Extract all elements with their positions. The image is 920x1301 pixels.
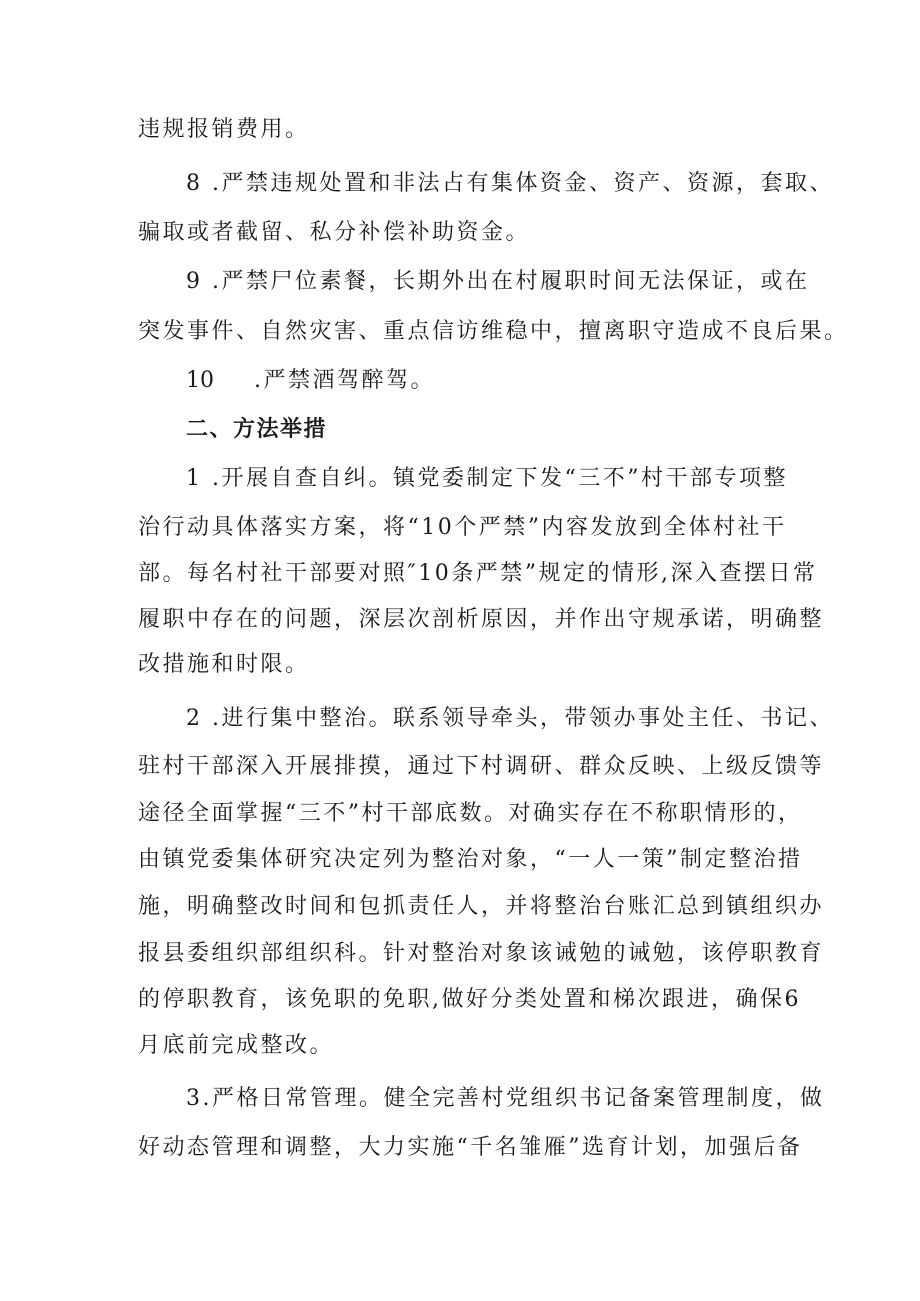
measure-3-line-2: 好动态管理和调整，大力实施“千名雏雁”选育计划，加强后备 — [138, 1135, 803, 1160]
item-8-line-1: 8 .严禁违规处置和非法占有集体资金、资产、资源，套取、 — [186, 171, 834, 196]
item-9-line-2: 突发事件、自然灾害、重点信访维稳中，擅离职守造成不良后果。 — [138, 319, 849, 344]
measure-2-line-3: 途径全面掌握“三不”村干部底数。对确实存在不称职情形的， — [138, 801, 803, 826]
measure-2-line-5: 施，明确整改时间和包抓责任人，并将整治台账汇总到镇组织办 — [138, 894, 825, 919]
measure-1-line-4: 履职中存在的问题，深层次剖析原因，并作出守规承诺，明确整 — [138, 607, 825, 632]
measure-1-line-5: 改措施和时限。 — [138, 652, 310, 677]
item-8-line-2: 骗取或者截留、私分补偿补助资金。 — [138, 220, 531, 245]
paragraph-line: 违规报销费用。 — [138, 117, 310, 142]
item-10-text: .严禁酒驾醉驾。 — [254, 368, 435, 393]
item-9-line-1: 9 .严禁尸位素餐，长期外出在村履职时间无法保证，或在 — [186, 269, 810, 294]
measure-2-line-2: 驻村干部深入开展排摸，通过下村调研、群众反映、上级反馈等 — [138, 754, 825, 779]
item-10 — [186, 366, 798, 396]
measure-3-line-1: 3.严格日常管理。健全完善村党组织书记备案管理制度，做 — [186, 1086, 825, 1111]
measure-2-line-6: 报县委组织部组织科。针对整治对象该诫勉的诫勉，该停职教育 — [138, 941, 825, 966]
measure-1-line-1: 1 .开展自查自纠。镇党委制定下发“三不”村干部专项整 — [186, 466, 788, 491]
measure-1-line-2: 治行动具体落实方案，将“10个严禁”内容发放到全体村社干 — [138, 515, 787, 540]
measure-2-line-1: 2 .进行集中整治。联系领导牵头，带领办事处主任、书记、 — [186, 706, 834, 731]
measure-1-line-3: 部。每名村社干部要对照″10条严禁”规定的情形,深入查摆日常 — [138, 561, 818, 586]
measure-2-line-4: 由镇党委集体研究决定列为整治对象，“一人一策”制定整治措 — [138, 847, 803, 872]
section-heading: 二、方法举措 — [186, 417, 328, 442]
measure-2-line-7: 的停职教育，该免职的免职,做好分类处置和梯次跟进，确保6 — [138, 987, 801, 1012]
item-10-number: 10 — [186, 368, 214, 393]
measure-2-line-8: 月底前完成整改。 — [138, 1033, 335, 1058]
